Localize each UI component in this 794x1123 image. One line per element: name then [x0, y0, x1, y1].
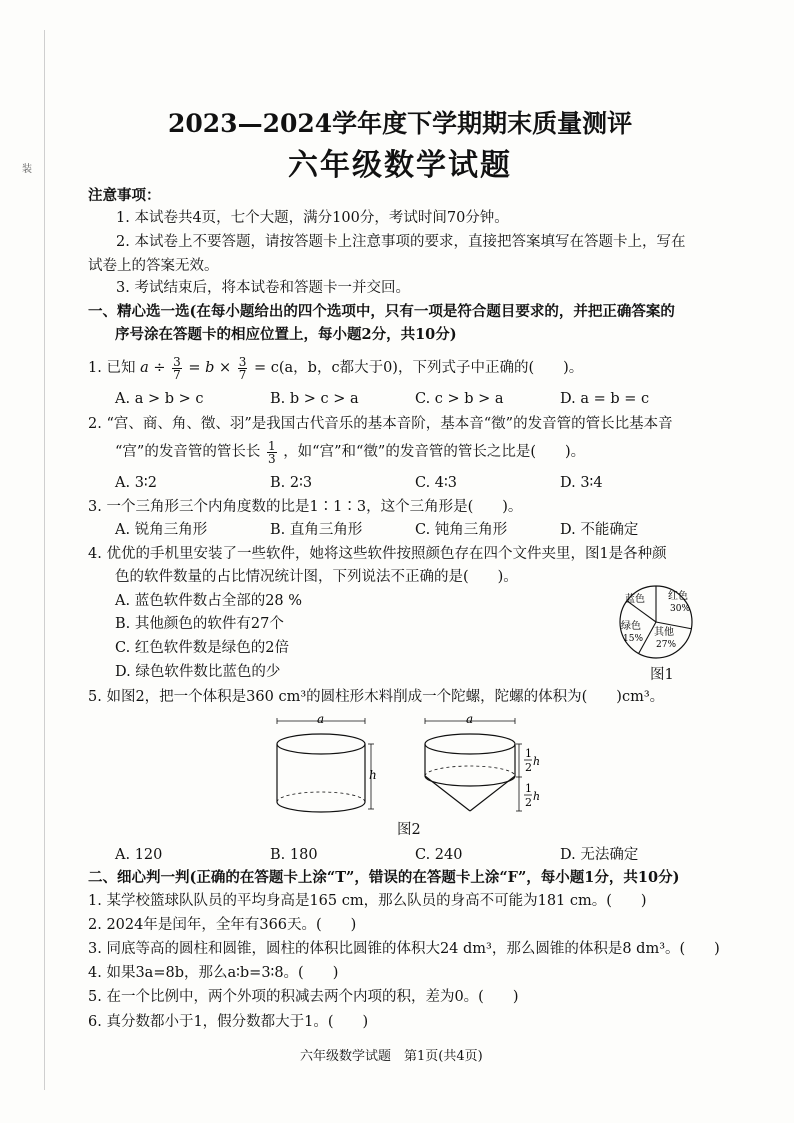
exam-title: 2023—2024学年度下学期期末质量测评: [168, 109, 633, 138]
q2-stem: 2. “宫、商、角、徵、羽”是我国古代音乐的基本音阶，基本音“徵”的发音管的管长比基本音: [88, 416, 673, 432]
q3-stem: 3. 一个三角形三个内角度数的比是1∶1∶3，这个三角形是( )。: [88, 499, 523, 515]
half-num-2: 1: [525, 782, 532, 795]
q2-fraction: [267, 440, 277, 465]
q1-option-c[interactable]: C. c > b > a: [415, 391, 504, 407]
figure-1-caption: 图1: [650, 667, 674, 683]
q2-frac-den: 3: [267, 451, 276, 466]
pie-pct-green: 15%: [623, 634, 644, 644]
q4-option-c[interactable]: C. 红色软件数是绿色的2倍: [115, 640, 290, 656]
note-1: 1. 本试卷共4页，七个大题，满分100分，考试时间70分钟。: [116, 210, 509, 226]
q1-stem: [88, 354, 583, 382]
q1-fraction-1: [172, 356, 182, 381]
q3-option-c[interactable]: C. 钝角三角形: [415, 522, 508, 538]
q1-fraction-2: [238, 356, 248, 381]
q2-option-d[interactable]: D. 3∶4: [560, 475, 603, 491]
exam-subtitle: 六年级数学试题: [288, 148, 512, 183]
figure-2-diagram: [270, 711, 550, 821]
half-num-1: 1: [525, 747, 532, 760]
q1-frac1-num: 3: [173, 354, 181, 369]
q5-stem: 5. 如图2，把一个体积是360 cm³的圆柱形木料削成一个陀螺，陀螺的体积为( )cm³。: [88, 689, 665, 705]
cylinder-label-a: a: [317, 712, 325, 726]
judge-q5: 5. 在一个比例中，两个外项的积减去两个内项的积，差为0。( ): [88, 989, 519, 1005]
note-2: 2. 本试卷上不要答题，请按答题卡上注意事项的要求，直接把答案填写在答题卡上，写在: [116, 234, 686, 250]
q1-frac2-num: 3: [238, 354, 247, 369]
q1-option-a[interactable]: A. a > b > c: [115, 391, 204, 407]
binding-mark: 装: [22, 164, 32, 175]
q1-a: a ÷: [140, 360, 166, 376]
notes-heading: 注意事项：: [88, 187, 161, 204]
judge-q1: 1. 某学校篮球队队员的平均身高是165 cm，那么队员的身高不可能为181 cm。( ): [88, 893, 647, 909]
section1-heading-cont: 序号涂在答题卡的相应位置上，每小题2分，共10分): [115, 326, 457, 343]
half-h-2: h: [533, 790, 541, 803]
q4-option-d[interactable]: D. 绿色软件数比蓝色的少: [115, 664, 281, 680]
page-footer: 六年级数学试题 第1页(共4页): [300, 1049, 483, 1064]
q2-option-a[interactable]: A. 3∶2: [115, 475, 157, 491]
q1-post: = c(a，b，c都大于0)，下列式子中正确的( )。: [254, 360, 584, 376]
section1-heading: 一、精心选一选(在每小题给出的四个选项中，只有一项是符合题目要求的，并把正确答案的: [88, 303, 675, 320]
q1-frac2-den: 7: [238, 367, 247, 382]
q1-mid: = b ×: [188, 360, 232, 376]
pie-label-green: 绿色: [621, 621, 641, 632]
q2-stem-cont: [115, 438, 585, 466]
q4-option-b[interactable]: B. 其他颜色的软件有27个: [115, 616, 284, 632]
q1-pre: 1. 已知: [88, 360, 136, 376]
pie-label-red: 红色: [668, 591, 688, 602]
judge-q3: 3. 同底等高的圆柱和圆锥，圆柱的体积比圆锥的体积大24 dm³，那么圆锥的体积是8 dm³。( ): [88, 941, 720, 957]
pie-label-other: 其他: [654, 627, 674, 638]
q3-option-b[interactable]: B. 直角三角形: [270, 522, 363, 538]
figure-2-caption: 图2: [397, 822, 421, 838]
q1-option-b[interactable]: B. b > c > a: [270, 391, 359, 407]
q1-option-d[interactable]: D. a = b = c: [560, 391, 650, 407]
section2-heading: 二、细心判一判(正确的在答题卡上涂“T”，错误的在答题卡上涂“F”，每小题1分，共10分): [88, 869, 680, 886]
q2-option-c[interactable]: C. 4∶3: [415, 475, 458, 491]
pie-pct-other: 27%: [656, 640, 677, 650]
q1-frac1-den: 7: [173, 367, 181, 382]
q2-post: ，如“宫”和“徵”的发音管的管长之比是( )。: [283, 444, 586, 460]
note-3: 3. 考试结束后，将本试卷和答题卡一并交回。: [116, 280, 410, 296]
spinning-top-shape: [425, 718, 532, 811]
q4-stem: 4. 优优的手机里安装了一些软件，她将这些软件按照颜色存在四个文件夹里，图1是各种颜: [88, 546, 667, 562]
cylinder-shape: [277, 718, 374, 812]
half-den-1: 2: [525, 761, 532, 774]
cylinder-label-h: h: [369, 768, 377, 782]
q3-option-a[interactable]: A. 锐角三角形: [115, 522, 208, 538]
judge-q4: 4. 如果3a=8b，那么a∶b=3∶8。( ): [88, 965, 339, 981]
binding-line: [44, 30, 45, 1090]
pie-label-blue: 蓝色: [625, 594, 645, 605]
q2-option-b[interactable]: B. 2∶3: [270, 475, 313, 491]
q2-pre: “宫”的发音管的管长长: [115, 444, 261, 460]
top-label-a: a: [466, 712, 474, 726]
note-2-cont: 试卷上的答案无效。: [88, 258, 219, 274]
judge-q2: 2. 2024年是闰年，全年有366天。( ): [88, 917, 357, 933]
q4-option-a[interactable]: A. 蓝色软件数占全部的28 %: [115, 593, 303, 609]
q5-option-a[interactable]: A. 120: [115, 847, 163, 863]
q5-option-b[interactable]: B. 180: [270, 847, 318, 863]
q4-stem-cont: 色的软件数量的占比情况统计图，下列说法不正确的是( )。: [115, 569, 518, 585]
q3-option-d[interactable]: D. 不能确定: [560, 522, 639, 538]
judge-q6: 6. 真分数都小于1，假分数都大于1。( ): [88, 1014, 369, 1030]
q5-option-c[interactable]: C. 240: [415, 847, 463, 863]
half-h-1: h: [533, 755, 541, 768]
pie-pct-red: 30%: [670, 604, 691, 614]
q5-option-d[interactable]: D. 无法确定: [560, 847, 639, 863]
half-den-2: 2: [525, 796, 532, 809]
q2-frac-num: 1: [267, 438, 276, 453]
figure-1-pie-chart: [610, 583, 702, 661]
